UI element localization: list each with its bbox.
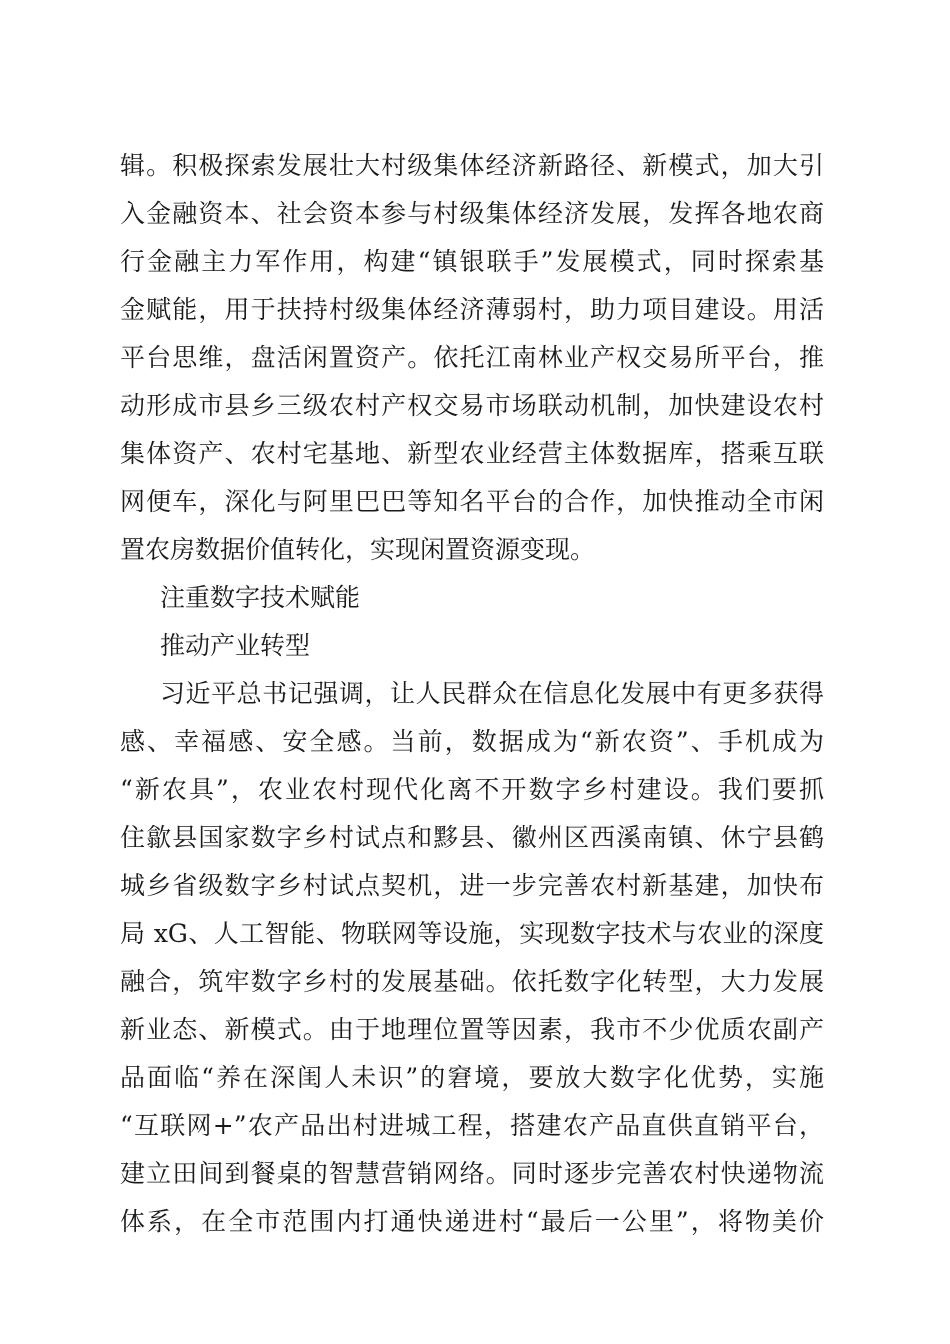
text-line: 网便车，深化与阿里巴巴等知名平台的合作，加快推动全市闲: [120, 487, 824, 516]
text-line: 平台思维，盘活闲置资产。依托江南林业产权交易所平台，推: [120, 343, 824, 372]
section-subheading: 推动产业转型: [160, 631, 311, 660]
text-line: 城乡省级数字乡村试点契机，进一步完善农村新基建，加快布: [120, 871, 824, 900]
text-line: 行金融主力军作用，构建“镇银联手”发展模式，同时探索基: [120, 247, 824, 276]
text-line: 体系，在全市范围内打通快递进村“最后一公里”，将物美价: [120, 1207, 824, 1236]
text-line: 动形成市县乡三级农村产权交易市场联动机制，加快建设农村: [120, 391, 824, 420]
text-line: 住歙县国家数字乡村试点和黟县、徽州区西溪南镇、休宁县鹤: [120, 823, 824, 852]
text-line: 品面临“养在深闺人未识”的窘境，要放大数字化优势，实施: [120, 1063, 824, 1092]
text-line: “互联网+”农产品出村进城工程，搭建农产品直供直销平台，: [120, 1111, 824, 1140]
text-line: 建立田间到餐桌的智慧营销网络。同时逐步完善农村快递物流: [120, 1159, 824, 1188]
text-line: 置农房数据价值转化，实现闲置资源变现。: [120, 535, 596, 564]
text-line: 感、幸福感、安全感。当前，数据成为“新农资”、手机成为: [120, 727, 824, 756]
text-line: 辑。积极探索发展壮大村级集体经济新路径、新模式，加大引: [120, 151, 824, 180]
text-line: 融合，筑牢数字乡村的发展基础。依托数字化转型，大力发展: [120, 967, 824, 996]
section-heading: 注重数字技术赋能: [160, 583, 361, 612]
text-line: 习近平总书记强调，让人民群众在信息化发展中有更多获得: [160, 679, 824, 708]
text-line: 集体资产、农村宅基地、新型农业经营主体数据库，搭乘互联: [120, 439, 824, 468]
text-line: 新业态、新模式。由于地理位置等因素，我市不少优质农副产: [120, 1015, 824, 1044]
text-line: “新农具”，农业农村现代化离不开数字乡村建设。我们要抓: [120, 775, 824, 804]
text-line: 局 xG、人工智能、物联网等设施，实现数字技术与农业的深度: [120, 919, 824, 948]
text-line: 入金融资本、社会资本参与村级集体经济发展，发挥各地农商: [120, 199, 824, 228]
text-line: 金赋能，用于扶持村级集体经济薄弱村，助力项目建设。用活: [120, 295, 824, 324]
